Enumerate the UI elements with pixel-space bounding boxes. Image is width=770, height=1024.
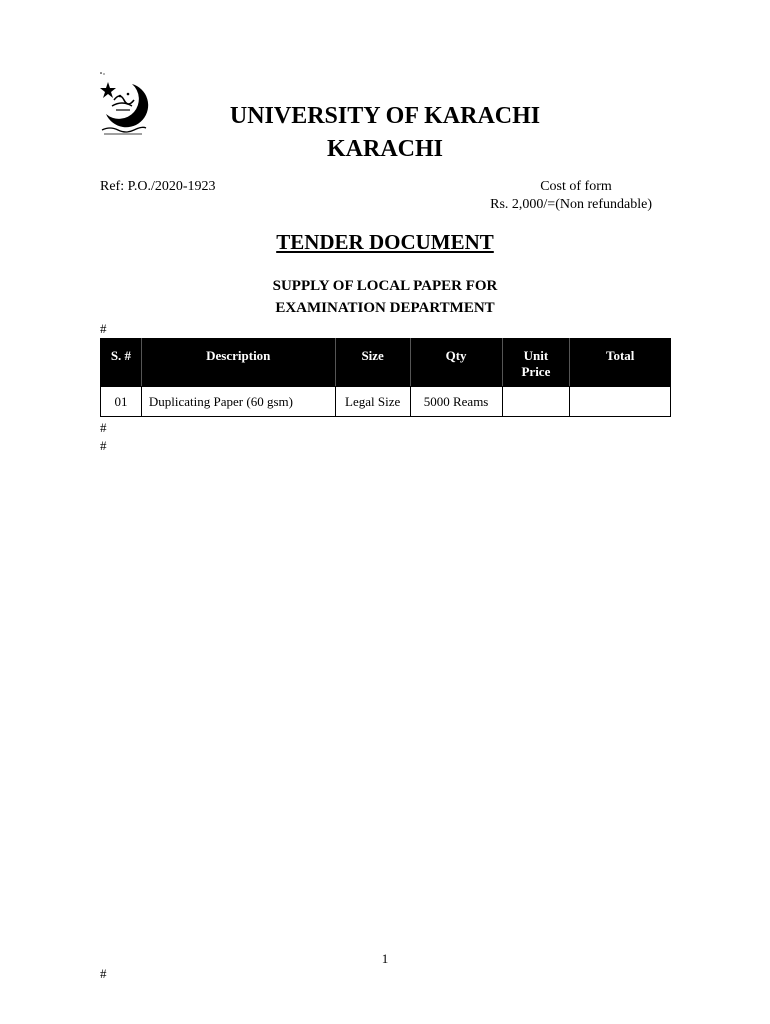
subtitle-line-1: SUPPLY OF LOCAL PAPER FOR [272,278,498,294]
header-qty: Qty [410,339,502,387]
reference-number: Ref: P.O./2020-1923 [100,179,216,194]
subtitle-line-2: EXAMINATION DEPARTMENT [275,300,495,316]
cell-description: Duplicating Paper (60 gsm) [141,387,335,417]
table-header-row [101,339,671,387]
cell-serial: 01 [101,387,142,417]
cost-label: Cost of form [540,179,612,194]
tender-items-table [100,338,671,417]
header-unit-price [502,339,570,387]
header-serial: S. # [101,339,142,387]
cell-size: Legal Size [335,387,410,417]
table-row [101,387,671,417]
header-unit-price-text: Unit Price [521,348,551,379]
header-size: Size [335,339,410,387]
document-title: TENDER DOCUMENT [276,230,494,254]
cell-unit-price [502,387,570,417]
document-subtitle [0,275,770,319]
cost-of-form [470,178,652,214]
hash-marker: # [100,438,107,453]
cell-qty: 5000 Reams [410,387,502,417]
university-city: KARACHI [326,136,443,162]
cost-value: Rs. 2,000/=(Non refundable) [490,197,652,212]
hash-marker: # [100,420,107,435]
page-number: 1 [381,951,389,966]
university-name: UNIVERSITY OF KARACHI [229,103,541,129]
cell-total [570,387,671,417]
hash-marker: # [100,966,107,981]
header-description: Description [141,339,335,387]
header-total: Total [570,339,671,387]
hash-marker: # [100,321,107,336]
